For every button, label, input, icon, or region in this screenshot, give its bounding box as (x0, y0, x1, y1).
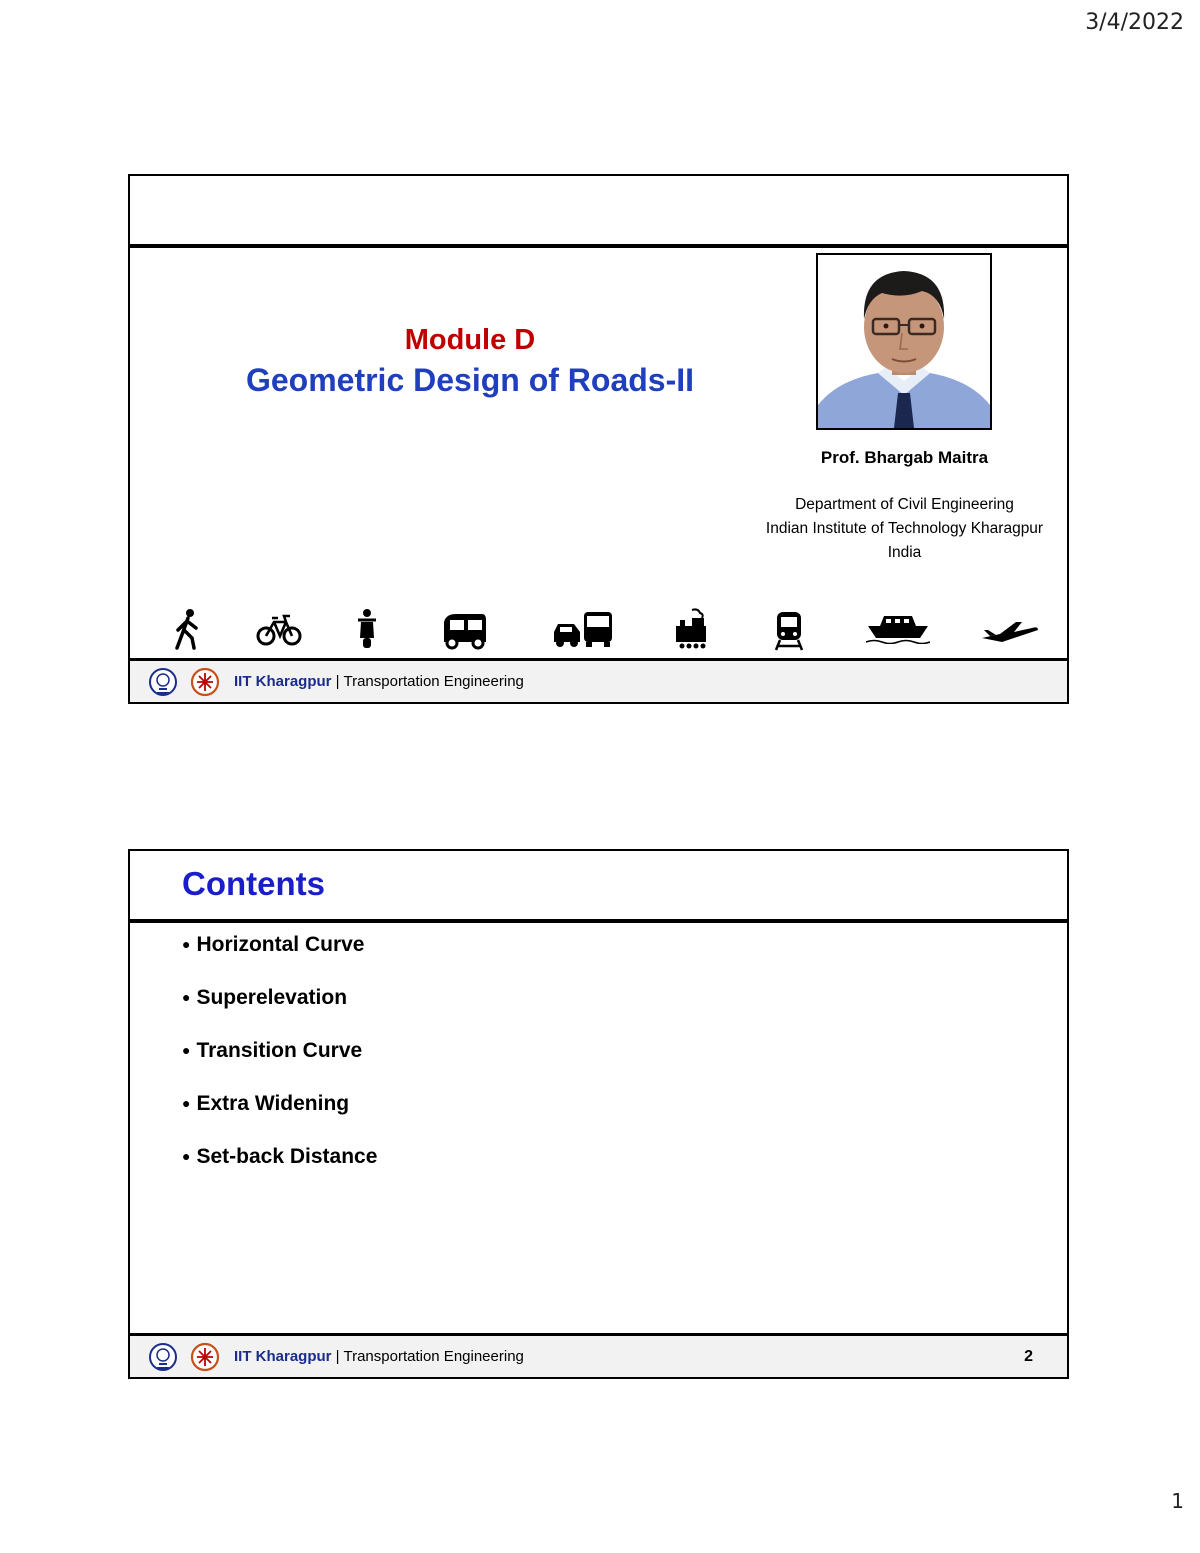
slide-header-band (130, 176, 1067, 248)
transport-modes-strip (130, 608, 1067, 658)
department-logo (190, 1342, 220, 1372)
contents-slide (128, 849, 1069, 1379)
list-item-label: Transition Curve (196, 1039, 363, 1062)
list-item-label: Horizontal Curve (196, 933, 365, 956)
professor-photo (816, 253, 992, 430)
metro-icon (774, 608, 804, 652)
bullet-dot: ● (182, 989, 191, 1005)
iit-kharagpur-logo (148, 1342, 178, 1372)
pedestrian-icon (172, 608, 202, 650)
slide-footer (130, 658, 1067, 702)
footer-separator: | (331, 673, 344, 690)
title-slide (128, 174, 1069, 704)
airplane-icon (980, 608, 1040, 648)
list-item (182, 1145, 377, 1198)
affiliation-line: Indian Institute of Technology Kharagpur (765, 520, 1044, 537)
footer-institute: IIT Kharagpur (234, 673, 332, 690)
professor-name: Prof. Bhargab Maitra (820, 448, 989, 467)
slide-title: Geometric Design of Roads-II (245, 362, 695, 398)
page-number: 1 (1171, 1489, 1184, 1513)
bullet-dot: ● (182, 1148, 191, 1164)
bicycle-icon (256, 608, 302, 650)
footer-institute: IIT Kharagpur (234, 1348, 332, 1365)
page-date: 3/4/2022 (1085, 10, 1184, 35)
car-bus-icon (552, 608, 614, 650)
footer-text (234, 673, 524, 690)
list-item-label: Extra Widening (196, 1092, 350, 1115)
list-item-label: Superelevation (196, 986, 348, 1009)
bullet-dot: ● (182, 1042, 191, 1058)
list-item (182, 1039, 377, 1092)
contents-title: Contents (182, 865, 325, 902)
affiliation-line: Department of Civil Engineering (795, 496, 1014, 513)
list-item-label: Set-back Distance (196, 1145, 378, 1168)
affiliation-line: India (887, 544, 922, 561)
iit-kharagpur-logo (148, 667, 178, 697)
department-logo (190, 667, 220, 697)
slide-footer (130, 1333, 1067, 1377)
steam-train-icon (672, 608, 712, 652)
list-item (182, 1092, 377, 1145)
affiliation (742, 493, 1067, 565)
slide-header-band (130, 851, 1067, 923)
bullet-dot: ● (182, 1095, 191, 1111)
contents-list (182, 933, 377, 1198)
slide-page-number: 2 (1024, 1347, 1033, 1365)
ship-icon (866, 608, 930, 644)
footer-separator: | (331, 1348, 344, 1365)
bullet-dot: ● (182, 936, 191, 952)
footer-course: Transportation Engineering (343, 673, 524, 690)
footer-text (234, 1348, 524, 1365)
module-label: Module D (404, 324, 536, 356)
footer-course: Transportation Engineering (343, 1348, 524, 1365)
auto-rickshaw-icon (438, 608, 490, 650)
list-item (182, 986, 377, 1039)
list-item (182, 933, 377, 986)
scooter-icon (352, 608, 382, 650)
